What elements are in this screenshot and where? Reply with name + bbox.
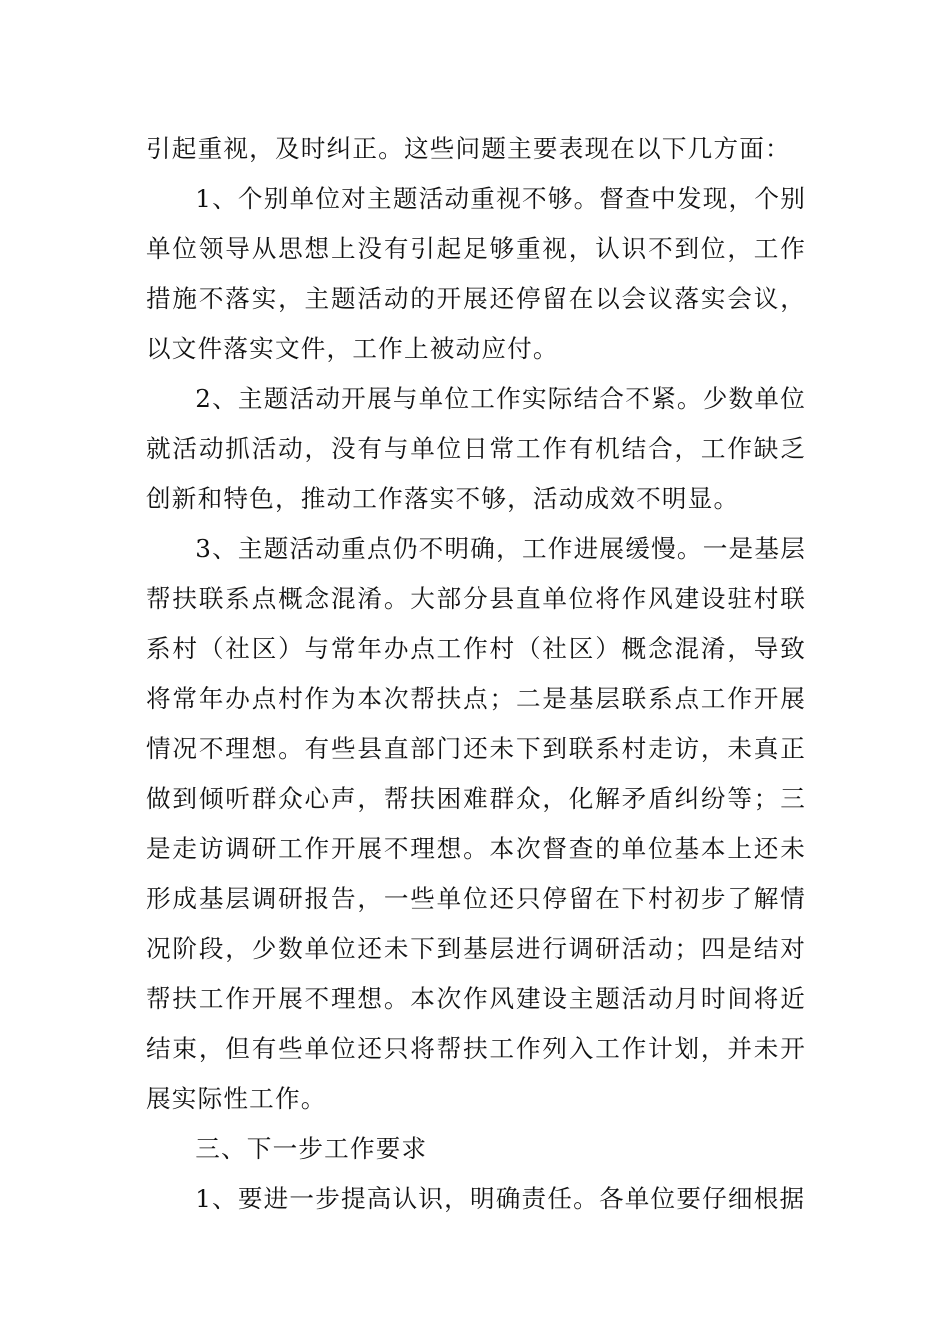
document-body	[146, 124, 806, 1224]
paragraph-continuation: 引起重视，及时纠正。这些问题主要表现在以下几方面：	[146, 134, 791, 163]
section-heading-next-steps: 三、下一步工作要求	[195, 1134, 428, 1163]
paragraph-issue-1: 1、个别单位对主题活动重视不够。督查中发现，个别单位领导从思想上没有引起足够重视，认识不到位，工作措施不落实，主题活动的开展还停留在以会议落实会议，以文件落实文件，工作上被动应付。	[146, 184, 806, 363]
paragraph-requirement-1: 1、要进一步提高认识，明确责任。各单位要仔细根据	[195, 1184, 806, 1213]
paragraph-issue-3: 3、主题活动重点仍不明确，工作进展缓慢。一是基层帮扶联系点概念混淆。大部分县直单位将作风建设驻村联系村（社区）与常年办点工作村（社区）概念混淆，导致将常年办点村作为本次帮扶点；二是基层联系点工作开展情况不理想。有些县直部门还未下到联系村走访，未真正做到倾听群众心声，帮扶困难群众，化解矛盾纠纷等；三是走访调研工作开展不理想。本次督查的单位基本上还未形成基层调研报告，一些单位还只停留在下村初步了解情况阶段，少数单位还未下到基层进行调研活动；四是结对帮扶工作开展不理想。本次作风建设主题活动月时间将近结束，但有些单位还只将帮扶工作列入工作计划，并未开展实际性工作。	[146, 534, 806, 1113]
paragraph-issue-2: 2、主题活动开展与单位工作实际结合不紧。少数单位就活动抓活动，没有与单位日常工作有机结合，工作缺乏创新和特色，推动工作落实不够，活动成效不明显。	[146, 384, 806, 513]
